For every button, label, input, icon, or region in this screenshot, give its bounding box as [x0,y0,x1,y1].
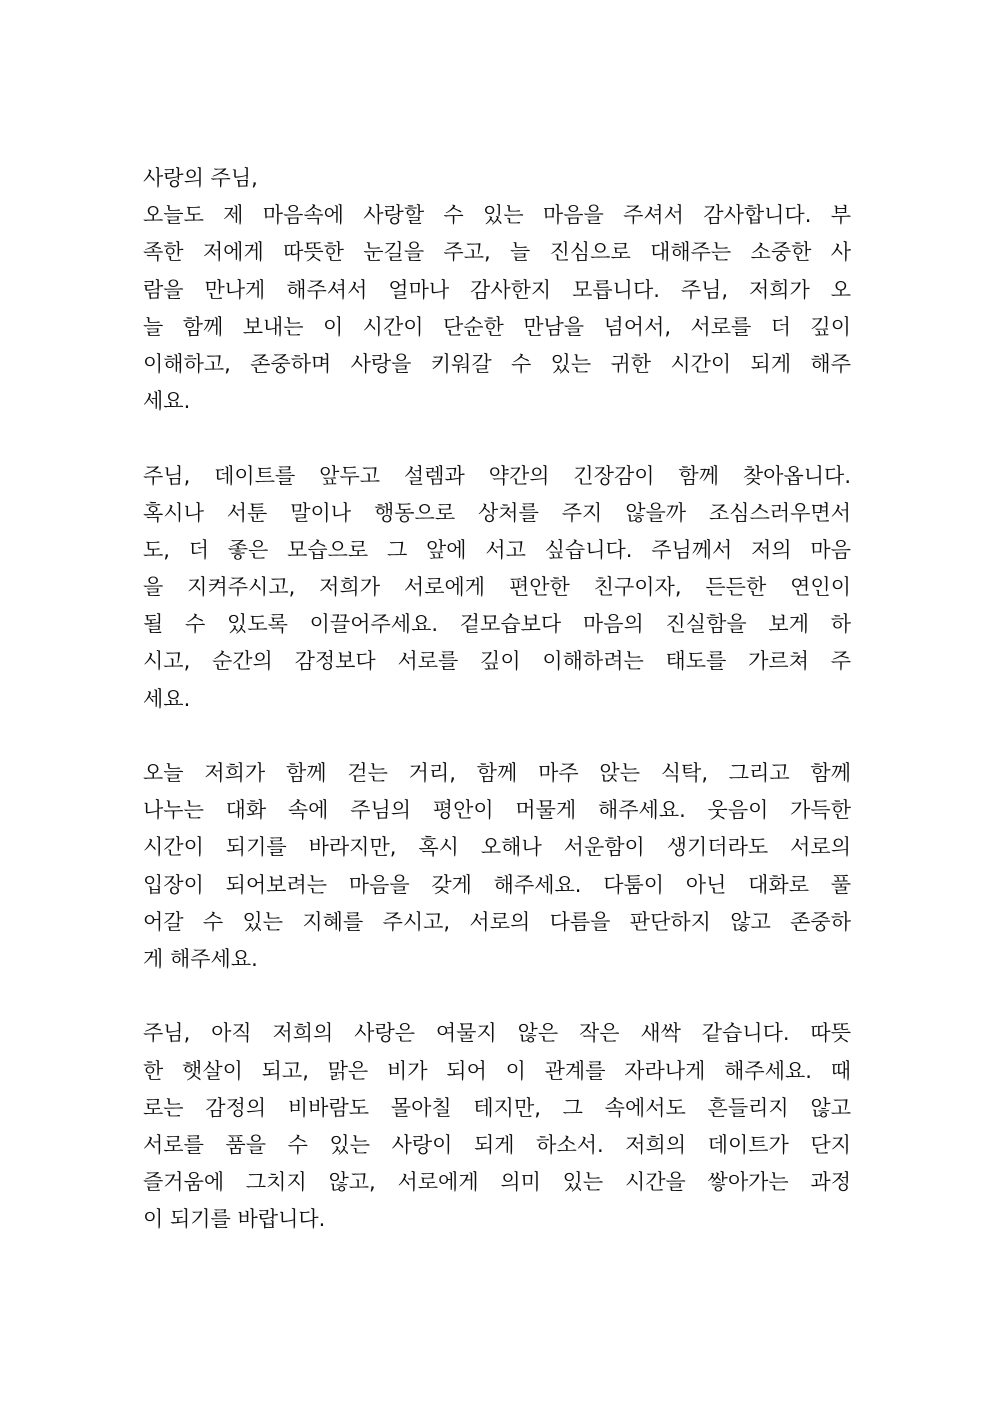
text-line: 오늘 저희가 함께 걷는 거리, 함께 마주 앉는 식탁, 그리고 함께 [143,761,851,785]
text-line: 이 되기를 바랍니다. [143,1207,326,1232]
text-line: 서로를 품을 수 있는 사랑이 되게 하소서. 저희의 데이트가 단지 [143,1132,851,1157]
text-line: 사랑의 주님, [143,166,258,190]
text-line: 입장이 되어보려는 마음을 갖게 해주세요. 다툼이 아닌 대화로 풀 [143,872,851,897]
text-line: 게 해주세요. [143,946,258,971]
text-line: 로는 감정의 비바람도 몰아칠 테지만, 그 속에서도 흔들리지 않고 [143,1095,851,1120]
text-line: 세요. [143,389,191,414]
text-line: 을 지켜주시고, 저희가 서로에게 편안한 친구이자, 든든한 연인이 [143,575,851,600]
text-line: 족한 저에게 따뜻한 눈길을 주고, 늘 진심으로 대해주는 소중한 사 [143,240,851,265]
text-line: 주님, 아직 저희의 사랑은 여물지 않은 작은 새싹 같습니다. 따뜻 [143,1021,851,1046]
text-line: 세요. [143,686,191,711]
text-line: 혹시나 서툰 말이나 행동으로 상처를 주지 않을까 조심스러우면서 [143,500,851,525]
text-line: 도, 더 좋은 모습으로 그 앞에 서고 싶습니다. 주님께서 저의 마음 [143,537,851,562]
text-line: 시고, 순간의 감정보다 서로를 깊이 이해하려는 태도를 가르쳐 주 [143,649,851,674]
text-line: 시간이 되기를 바라지만, 혹시 오해나 서운함이 생기더라도 서로의 [143,835,851,860]
text-line: 주님, 데이트를 앞두고 설렘과 약간의 긴장감이 함께 찾아옵니다. [143,463,851,488]
text-line: 오늘도 제 마음속에 사랑할 수 있는 마음을 주셔서 감사합니다. 부 [143,203,851,228]
paragraph-gap [143,718,851,755]
text-line: 람을 만나게 해주셔서 얼마나 감사한지 모릅니다. 주님, 저희가 오 [143,277,851,302]
text-line: 될 수 있도록 이끌어주세요. 겉모습보다 마음의 진실함을 보게 하 [143,612,851,637]
text-line: 이해하고, 존중하며 사랑을 키워갈 수 있는 귀한 시간이 되게 해주 [143,351,851,376]
paragraph-gap [143,420,851,457]
text-line: 한 햇살이 되고, 맑은 비가 되어 이 관계를 자라나게 해주세요. 때 [143,1058,851,1083]
text-line: 어갈 수 있는 지혜를 주시고, 서로의 다름을 판단하지 않고 존중하 [143,909,851,934]
paragraph-gap [143,978,851,1015]
text-line: 늘 함께 보내는 이 시간이 단순한 만남을 넘어서, 서로를 더 깊이 [143,314,851,339]
text-line: 즐거움에 그치지 않고, 서로에게 의미 있는 시간을 쌓아가는 과정 [143,1170,851,1195]
text-line: 나누는 대화 속에 주님의 평안이 머물게 해주세요. 웃음이 가득한 [143,798,851,823]
prayer-text [143,160,851,1238]
